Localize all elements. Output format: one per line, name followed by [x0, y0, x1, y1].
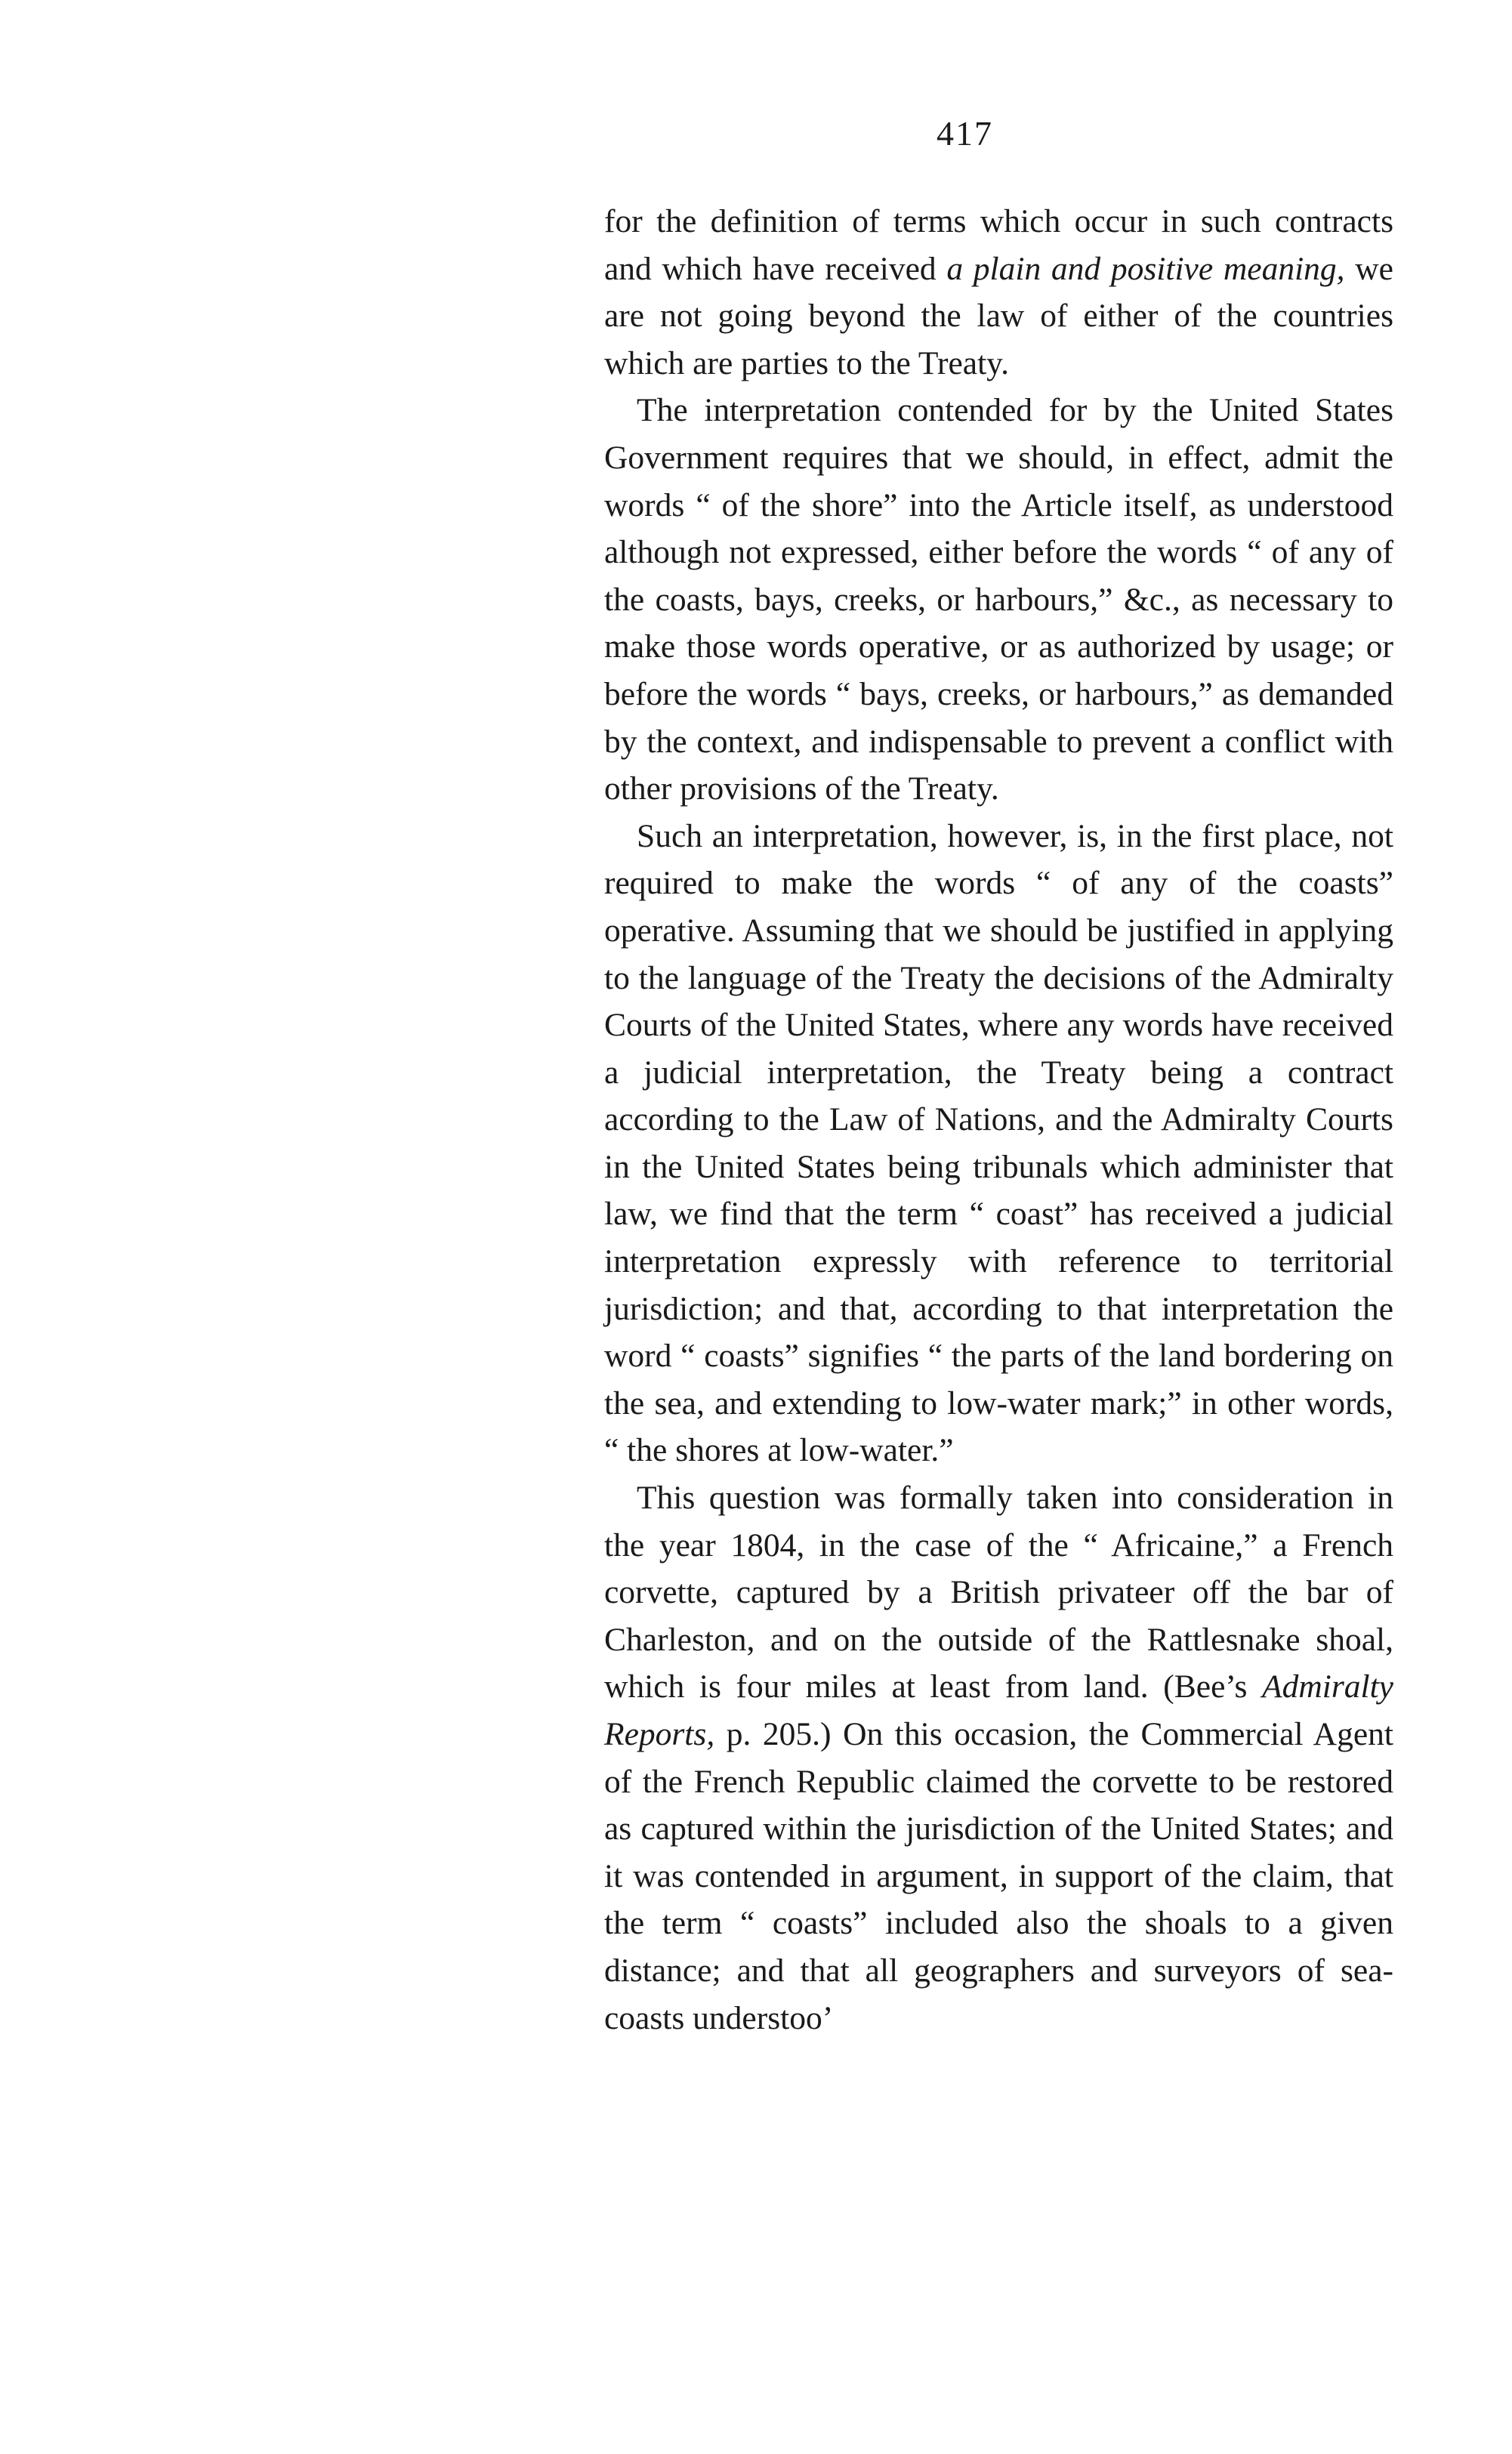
paragraph-3	[604, 813, 1393, 1474]
paragraph-4-italic-citation: Admiralty Reports,	[604, 1668, 1393, 1752]
paragraph-3-text: Such an interpretation, however, is, in the first place, not required to make the words “ of any of the coasts” operative. Assuming that we should be justified in applying to the language of the Treaty the decisions of the Admiralty Courts of the United States, where any words have received a judicial interpretation, the Treaty being a contract according to the Law of Nations, and the Admiralty Courts in the United States being tribunals which administer that law, we find that the term “ coast” has received a judicial interpretation expressly with reference to territorial jurisdiction; and that, according to that interpretation the word “ coasts” signifies “ the parts of the land bordering on the sea, and extending to low-water mark;” in other words, “ the shores at low-water.”	[604, 817, 1393, 1469]
page-number: 417	[937, 114, 993, 153]
paragraph-2-text: The interpretation contended for by the United States Government requires that we should, in effect, admit the words “ of the shore” into the Article itself, as understood although not expressed, either before the words “ of any of the coasts, bays, creeks, or harbours,” &c., as necessary to make those words operative, or as authorized by usage; or before the words “ bays, creeks, or harbours,” as demanded by the context, and indispensable to prevent a conflict with other provisions of the Treaty.	[604, 392, 1393, 807]
paragraph-1-text-b: we are not going beyond the law of either of the countries which are parties to the Treaty.	[604, 250, 1393, 381]
paragraph-2	[604, 387, 1393, 812]
body-text	[604, 198, 1393, 2042]
paragraph-4-text-b: p. 205.) On this occasion, the Commercial Agent of the French Republic claimed the corvette to be restored as captured within the jurisdiction of the United States; and it was contended in argument, in support of the claim, that the term “ coasts” included also the shoals to a given distance; and that all geographers and surveyors of sea-coasts understoo’	[604, 1716, 1393, 2036]
paragraph-4-text-a: This question was formally taken into consideration in the year 1804, in the case of the “ Africaine,” a French corvette, captured by a British privateer off the bar of Charleston, and on the outside of the Rattlesnake shoal, which is four miles at least from land. (Bee’s	[604, 1480, 1393, 1705]
paragraph-1-italic-phrase: a plain and positive meaning,	[946, 250, 1345, 287]
paragraph-1-text-a: for the definition of terms which occur in such contracts and which have received	[604, 203, 1393, 287]
paragraph-1	[604, 198, 1393, 387]
paragraph-4	[604, 1474, 1393, 2042]
